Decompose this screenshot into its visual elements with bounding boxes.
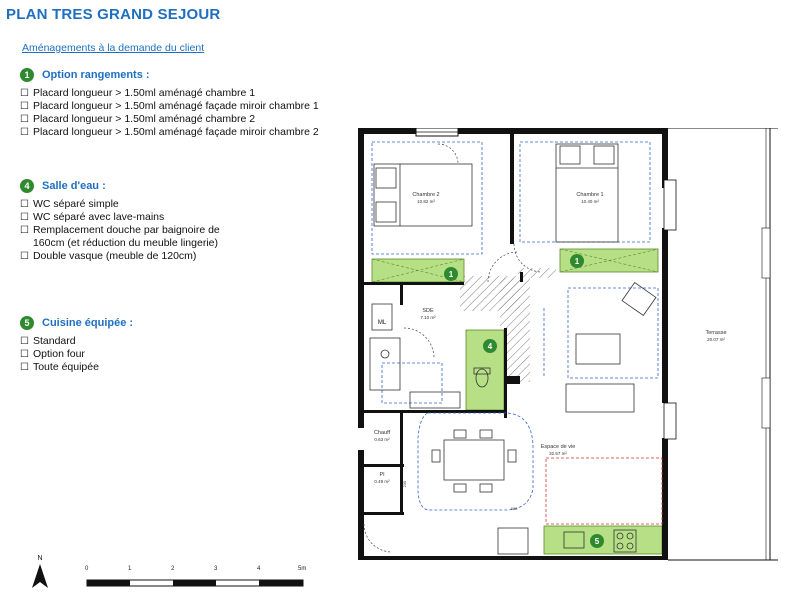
page-subtitle: Aménagements à la demande du client — [22, 42, 205, 54]
checklist-item — [20, 126, 340, 139]
scale-tick-label: 4 — [257, 566, 261, 572]
checkbox-icon: ☐ — [20, 349, 29, 360]
page-title: PLAN TRES GRAND SEJOUR — [6, 6, 221, 23]
checklist-item — [20, 198, 340, 211]
section-title: Cuisine équipée : — [42, 317, 134, 329]
option-number-badge: 4 — [20, 179, 34, 193]
option-number-badge: 1 — [20, 68, 34, 82]
section-salle-eau — [20, 179, 340, 263]
svg-text:5: 5 — [594, 537, 600, 546]
north-arrow-icon — [30, 552, 50, 592]
room-area: 20.07 m² — [707, 337, 725, 342]
room-name: Chambre 2 — [412, 192, 440, 198]
option-number-badge: 5 — [20, 316, 34, 330]
dimension-label: 235 — [402, 480, 407, 488]
room-area: 7.10 m² — [420, 315, 436, 320]
checkbox-icon: ☐ — [20, 114, 29, 125]
scale-tick-label: 5m — [298, 566, 307, 572]
room-area: 0.63 m² — [374, 437, 390, 442]
checkbox-icon: ☐ — [20, 127, 29, 138]
window — [664, 180, 676, 230]
room-area: 0.49 m² — [374, 479, 390, 484]
svg-text:4: 4 — [487, 342, 493, 351]
marker-placard-chambre1 — [570, 254, 584, 268]
checkbox-icon: ☐ — [20, 225, 29, 236]
checkbox-icon: ☐ — [20, 101, 29, 112]
room-area: 10.40 m² — [581, 199, 599, 204]
svg-text:N: N — [37, 555, 43, 562]
checkbox-icon: ☐ — [20, 199, 29, 210]
svg-text:1: 1 — [574, 257, 580, 266]
room-name: Chambre 1 — [576, 192, 604, 198]
scale-tick-label: 2 — [171, 566, 175, 572]
item-label: Placard longueur > 1.50ml aménagé chambre 2 — [32, 113, 256, 125]
checklist-item — [20, 224, 245, 250]
room-name: Terrasse — [705, 330, 727, 336]
item-label: WC séparé simple — [32, 198, 119, 210]
room-area: 10.82 m² — [417, 199, 435, 204]
section-title: Salle d'eau : — [42, 180, 106, 192]
checklist-item — [20, 348, 340, 361]
checklist-item — [20, 335, 340, 348]
section-cuisine — [20, 316, 340, 374]
floor-plan — [358, 128, 778, 570]
marker-sde — [483, 339, 497, 353]
item-label: Placard longueur > 1.50ml aménagé chambre 1 — [32, 87, 256, 99]
marker-placard-chambre2 — [444, 267, 458, 281]
marker-cuisine — [590, 534, 604, 548]
svg-text:1: 1 — [448, 270, 454, 279]
scale-bar — [85, 566, 307, 590]
checklist-item — [20, 113, 340, 126]
checkbox-icon: ☐ — [20, 362, 29, 373]
kitchen-clearance — [546, 458, 662, 524]
scale-tick-label: 1 — [128, 566, 132, 572]
item-label: Double vasque (meuble de 120cm) — [32, 250, 197, 262]
scale-tick-label: 0 — [85, 566, 89, 572]
item-label: Option four — [32, 348, 85, 360]
section-title: Option rangements : — [42, 69, 150, 81]
item-label: Remplacement douche par baignoire de 160cm (et réduction du meuble lingerie) — [32, 224, 220, 249]
checkbox-icon: ☐ — [20, 251, 29, 262]
section-rangements — [20, 68, 340, 139]
room-name: Espace de vie — [540, 444, 576, 450]
item-label: Toute équipée — [32, 361, 99, 373]
ml-label: ML — [377, 320, 387, 326]
dimension-label: 682 — [510, 506, 518, 511]
room-name: Chauff — [373, 430, 391, 436]
item-label: Placard longueur > 1.50ml aménagé façade miroir chambre 1 — [32, 100, 319, 112]
item-label: Standard — [32, 335, 76, 347]
terrace-boundary — [668, 128, 778, 560]
item-label: Placard longueur > 1.50ml aménagé façade miroir chambre 2 — [32, 126, 319, 138]
window — [664, 403, 676, 439]
item-label: WC séparé avec lave-mains — [32, 211, 165, 223]
scale-tick-label: 3 — [214, 566, 218, 572]
room-name: SDE — [422, 308, 434, 314]
interior-walls — [364, 134, 523, 515]
checklist-item — [20, 250, 340, 263]
checklist-item — [20, 87, 340, 100]
checklist-item — [20, 211, 340, 224]
checkbox-icon: ☐ — [20, 336, 29, 347]
room-name: Pl — [379, 472, 385, 478]
scale-bar-graphic — [85, 574, 307, 588]
checklist-item — [20, 100, 340, 113]
checkbox-icon: ☐ — [20, 88, 29, 99]
room-area: 32.57 m² — [549, 451, 567, 456]
checkbox-icon: ☐ — [20, 212, 29, 223]
checklist-item — [20, 361, 340, 374]
